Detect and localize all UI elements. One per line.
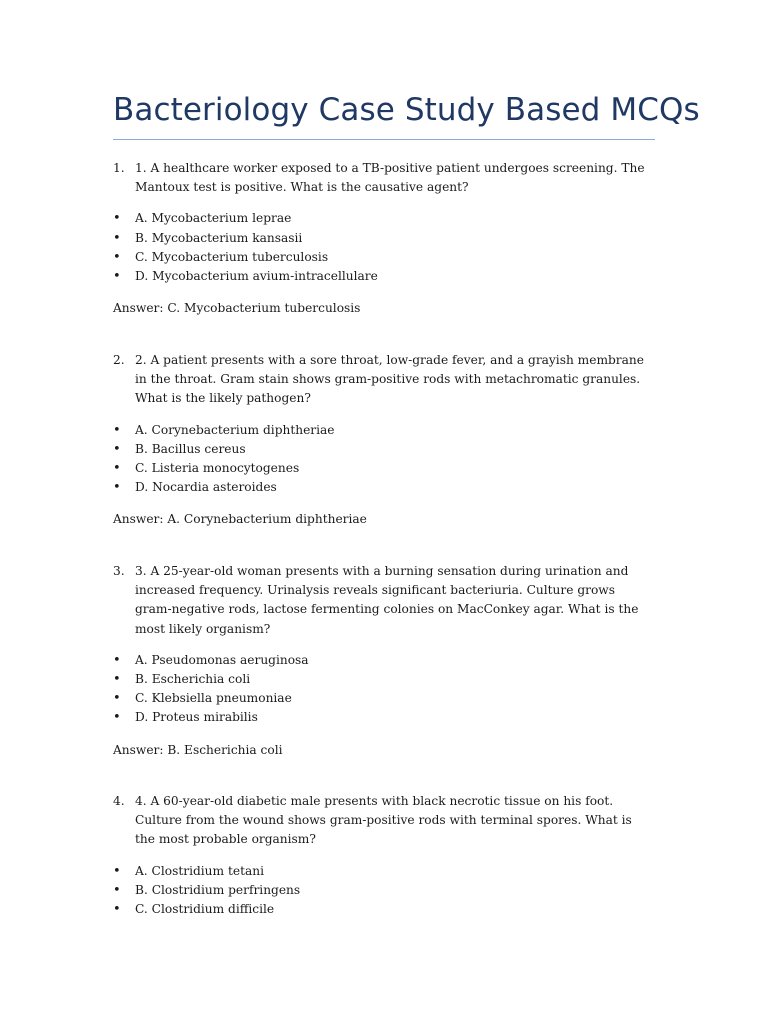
- option-text: A. Clostridium tetani: [135, 863, 264, 878]
- option-item: [0, 248, 768, 267]
- question-block-4: [0, 792, 768, 919]
- option-text: B. Clostridium perfringens: [135, 882, 301, 897]
- bullet-icon: •: [113, 249, 121, 265]
- option-text: B. Bacillus cereus: [135, 441, 246, 456]
- bullet-icon: •: [113, 672, 121, 687]
- question-number: 1.: [113, 161, 125, 175]
- answer-3: Answer: B. Escherichia coli: [113, 743, 283, 757]
- option-list: [0, 651, 768, 728]
- bullet-icon: •: [113, 211, 121, 227]
- bullet-icon: •: [113, 691, 121, 707]
- option-text: A. Pseudomonas aeruginosa: [135, 652, 309, 667]
- option-text: A. Mycobacterium leprae: [135, 211, 292, 226]
- question-1: [0, 159, 768, 197]
- question-text: 2. A patient presents with a sore throat, low-grade fever, and a grayish membrane in the throat. Gram stain shows gram-positive rods with metachromatic granules. What is the likely pathogen?: [135, 353, 644, 406]
- question-4: [0, 792, 768, 850]
- question-block-2: [0, 351, 768, 497]
- bullet-icon: •: [113, 268, 121, 284]
- option-item: [0, 862, 768, 881]
- question-block-1: [0, 159, 768, 286]
- option-item: [0, 689, 768, 708]
- question-3: [0, 562, 768, 639]
- option-item: [0, 900, 768, 919]
- option-list: [0, 209, 768, 286]
- option-item: [0, 459, 768, 478]
- option-item: [0, 478, 768, 497]
- bullet-icon: •: [113, 480, 121, 496]
- question-text: 4. A 60-year-old diabetic male presents with black necrotic tissue on his foot. Culture from the wound shows gram-positive rods with terminal spores. What is the most probable organism?: [135, 794, 632, 847]
- option-text: D. Mycobacterium avium-intracellulare: [135, 268, 378, 283]
- option-item: [0, 421, 768, 440]
- option-item: [0, 670, 768, 689]
- bullet-icon: •: [113, 422, 121, 438]
- question-text: 3. A 25-year-old woman presents with a burning sensation during urination and increased frequency. Urinalysis reveals significant bacteriuria. Culture grows gram-negative rods, lactose fermenting colonies on MacConkey agar. What is the most likely organism?: [135, 564, 639, 636]
- title-underline: [113, 139, 655, 140]
- option-text: C. Mycobacterium tuberculosis: [135, 249, 329, 264]
- bullet-icon: •: [113, 441, 121, 457]
- option-item: [0, 651, 768, 670]
- option-text: D. Nocardia asteroides: [135, 480, 277, 495]
- option-item: [0, 209, 768, 228]
- bullet-icon: •: [113, 882, 121, 898]
- bullet-icon: •: [113, 901, 121, 917]
- answer-1: Answer: C. Mycobacterium tuberculosis: [113, 301, 361, 315]
- question-number: 2.: [113, 353, 125, 367]
- option-text: B. Escherichia coli: [135, 672, 251, 686]
- question-number: 4.: [113, 794, 125, 808]
- option-list: [0, 862, 768, 920]
- option-text: A. Corynebacterium diphtheriae: [135, 422, 335, 437]
- bullet-icon: •: [113, 863, 121, 879]
- question-2: [0, 351, 768, 409]
- bullet-icon: •: [113, 460, 121, 476]
- option-item: [0, 881, 768, 900]
- bullet-icon: •: [113, 652, 121, 668]
- question-number: 3.: [113, 564, 125, 578]
- option-text: D. Proteus mirabilis: [135, 710, 258, 725]
- option-list: [0, 421, 768, 498]
- document-title: Bacteriology Case Study Based MCQs: [113, 92, 700, 128]
- question-text: 1. A healthcare worker exposed to a TB-positive patient undergoes screening. The Mantoux test is positive. What is the causative agent?: [135, 161, 645, 195]
- option-item: [0, 440, 768, 459]
- option-item: [0, 267, 768, 286]
- question-block-3: [0, 562, 768, 728]
- option-text: C. Clostridium difficile: [135, 901, 275, 916]
- option-item: [0, 708, 768, 727]
- option-text: B. Mycobacterium kansasii: [135, 230, 303, 245]
- option-text: C. Listeria monocytogenes: [135, 460, 300, 475]
- option-item: [0, 229, 768, 248]
- bullet-icon: •: [113, 710, 121, 726]
- answer-2: Answer: A. Corynebacterium diphtheriae: [113, 512, 367, 526]
- bullet-icon: •: [113, 230, 121, 246]
- option-text: C. Klebsiella pneumoniae: [135, 691, 292, 706]
